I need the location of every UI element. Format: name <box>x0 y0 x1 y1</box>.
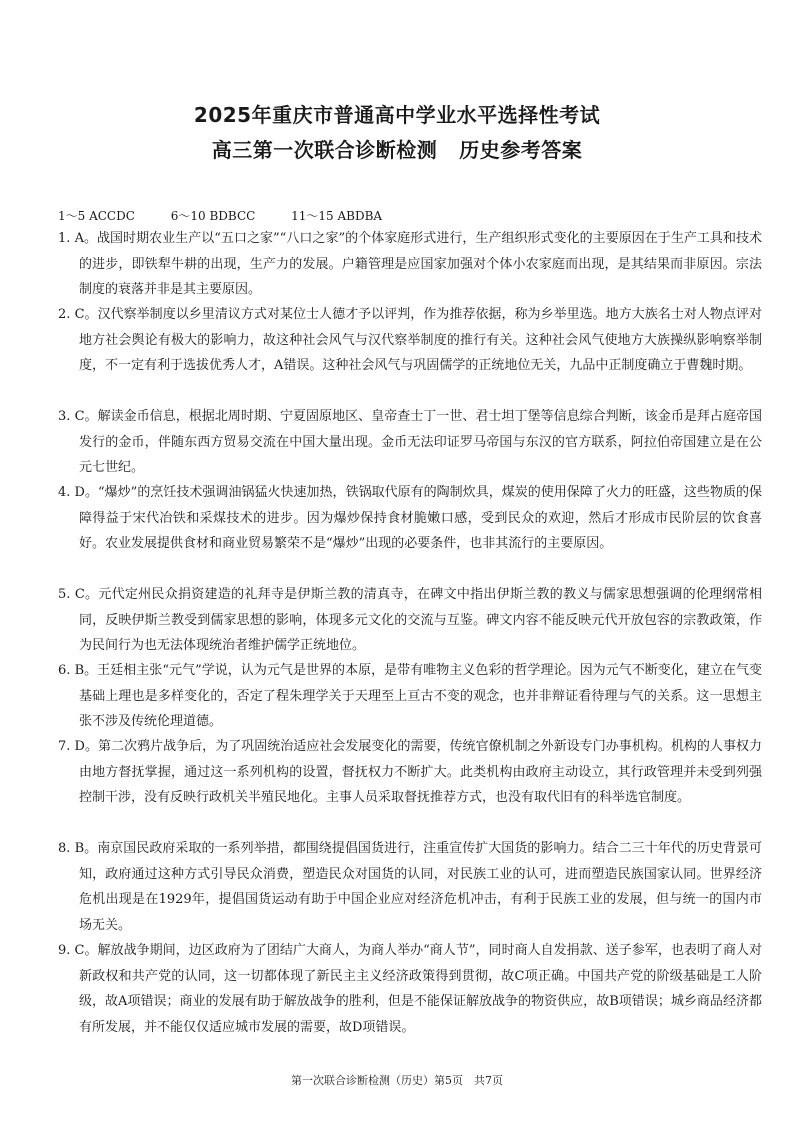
document-title: 2025年重庆市普通高中学业水平选择性考试 <box>193 103 601 127</box>
explanation-8: 8. B。南京国民政府采取的一系列举措，都围绕提倡国货进行，注重宣传扩大国货的影响力。结合二三十年代的历史背景可知，政府通过这种方式引导民众消费，塑造民众对国货的认同，对民族工业的认可，进而塑造民族国家认同。世界经济危机出现是在1929年，提倡国货运动有助于中国企业应对经济危机冲击，有利于民族工业的发展，但与统一的国内市场无关。 <box>58 841 762 933</box>
answer-key-6-10: 6～10 BDBCC <box>170 209 256 223</box>
document-subtitle <box>0 134 794 163</box>
answer-key-row <box>58 207 414 224</box>
explanation-9: 9. C。解放战争期间，边区政府为了团结广大商人，为商人举办“商人节”，同时商人自发捐款、送子参军，也表明了商人对新政权和共产党的认同，这一切都体现了新民主主义经济政策得到贯彻，故C项正确。中国共产党的阶级基础是工人阶级，故A项错误；商业的发展有助于解放战争的胜利，但是不能保证解放战争的物资供应，故B项错误；城乡商品经济都有所发展，并不能仅仅适应城市发展的需要，故D项错误。 <box>58 943 762 1035</box>
explanation-1: 1. A。战国时期农业生产以“五口之家”“八口之家”的个体家庭形式进行，生产组织形式变化的主要原因在于生产工具和技术的进步，即铁犁牛耕的出现，生产力的发展。户籍管理是应国家加强对个体小农家庭而出现，是其结果而非原因。宗法制度的衰落并非是其主要原因。 <box>58 231 762 297</box>
exam-name: 高三第一次联合诊断检测 <box>211 138 438 162</box>
answer-key-1-5: 1～5 ACCDC <box>58 209 135 223</box>
explanation-2: 2. C。汉代察举制度以乡里清议方式对某位士人德才予以评判，作为推荐依据，称为乡举里选。地方大族名士对人物点评对地方社会舆论有极大的影响力，故这种社会风气与汉代察举制度的推行有关。这种社会风气使地方大族操纵影响察举制度，不一定有利于选拔优秀人才，A错误。这种社会风气与巩固儒学的正统地位无关，九品中正制度确立于曹魏时期。 <box>58 307 762 373</box>
explanation-5: 5. C。元代定州民众捐资建造的礼拜寺是伊斯兰教的清真寺，在碑文中指出伊斯兰教的教义与儒家思想强调的伦理纲常相同，反映伊斯兰教受到儒家思想的影响，体现多元文化的交流与互鉴。碑文内容不能反映元代开放包容的宗教政策，作为民间行为也无法体现统治者维护儒学正统地位。 <box>58 587 762 653</box>
explanation-7: 7. D。第二次鸦片战争后，为了巩固统治适应社会发展变化的需要，传统官僚机制之外新设专门办事机构。机构的人事权力由地方督抚掌握，通过这一系列机构的设置，督抚权力不断扩大。此类机构由政府主动设立，其行政管理并未受到列强控制干涉，没有反映行政机关半殖民地化。主事人员采取督抚推荐方式，也没有取代旧有的科举选官制度。 <box>58 739 762 805</box>
answer-key-11-15: 11～15 ABDBA <box>291 209 383 223</box>
answer-key-heading: 历史参考答案 <box>459 138 583 162</box>
explanation-6: 6. B。王廷相主张“元气”学说，认为元气是世界的本原，是带有唯物主义色彩的哲学理论。因为元气不断变化，建立在气变基础上理也是多样变化的，否定了程朱理学关于天理至上亘古不变的观念，也并非辩证看待理与气的关系。这一思想主张不涉及传统伦理道德。 <box>58 663 762 729</box>
explanation-4: 4. D。“爆炒”的烹饪技术强调油锅猛火快速加热，铁锅取代原有的陶制炊具，煤炭的使用保障了火力的旺盛，这些物质的保障得益于宋代冶铁和采煤技术的进步。因为爆炒保持食材脆嫩口感，受到民众的欢迎，然后才形成市民阶层的饮食喜好。农业发展提供食材和商业贸易繁荣不是“爆炒”出现的必要条件，也非其流行的主要原因。 <box>58 485 762 551</box>
page-footer: 第一次联合诊断检测（历史）第5页 共7页 <box>291 1074 503 1087</box>
explanation-3: 3. C。解读金币信息，根据北周时期、宁夏固原地区、皇帝查士丁一世、君士坦丁堡等信息综合判断，该金币是拜占庭帝国发行的金币，伴随东西方贸易交流在中国大量出现。金币无法印证罗马帝国与东汉的官方联系，阿拉伯帝国建立是在公元七世纪。 <box>58 409 762 475</box>
